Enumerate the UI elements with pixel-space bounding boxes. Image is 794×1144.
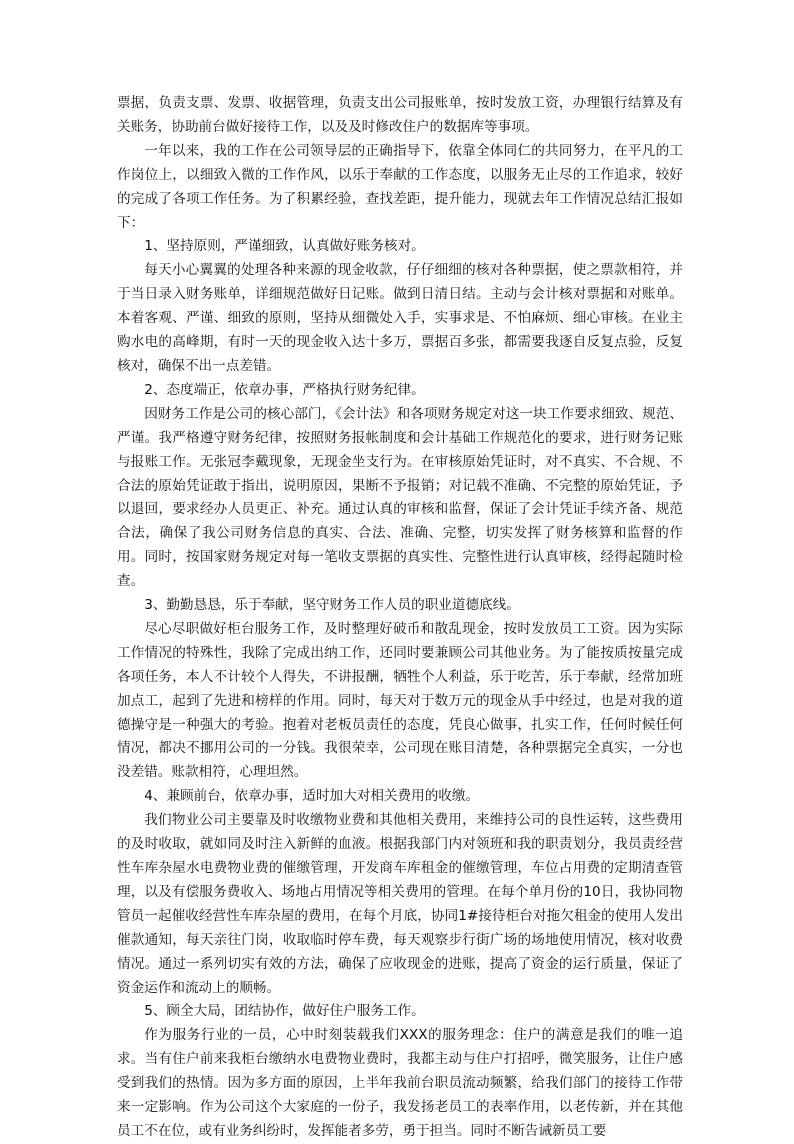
section-heading-2: 2、态度端正，依章办事，严格执行财务纪律。 — [144, 381, 425, 398]
paragraph-section-5: 作为服务行业的一员，心中时刻装载我们XXX的服务理念：住户的满意是我们的唯一追求。当有住户前来我柜台缴纳水电费物业费时，我都主动与住户打招呼，微笑服务，让住户感受到我们的热情。因为多方面的原因，上半年我前台职员流动频繁，给我们部门的接待工作带来一定影响。作为公司这个大家庭的一份子，我发扬老员工的表率作用，以老传新，并在其他员工不在位，或有业务纠纷时，发挥能者多劳，勇于担当。同时不断告诫新员工要 — [117, 1027, 683, 1139]
paragraph-section-1: 每天小心翼翼的处理各种来源的现金收款，仔仔细细的核对各种票据，使之票款相符，并于当日录入财务账单，详细规范做好日记账。做到日清日结。主动与会计核对票据和对账单。本着客观、严谨、细致的原则，坚持从细微处入手，实事求是、不怕麻烦、细心审核。在业主购水电的高峰期，有时一天的现金收入达十多万，票据百多张，都需要我逐自反复点验，反复核对，确保不出一点差错。 — [117, 262, 683, 374]
section-heading-3: 3、勤勤恳恳，乐于奉献，坚守财务工作人员的职业道德底线。 — [144, 597, 520, 614]
paragraph-summary-opening: 一年以来，我的工作在公司领导层的正确指导下，依靠全体同仁的共同努力，在平凡的工作岗位上，以细致入微的工作作风，以乐于奉献的工作态度，以服务无止尽的工作追求，较好的完成了各项工作任务。为了积累经验，查找差距，提升能力，现就去年工作情况总结汇报如下： — [117, 142, 683, 231]
section-heading-1: 1、坚持原则，严谨细致，认真做好账务核对。 — [144, 238, 425, 255]
paragraph-section-2: 因财务工作是公司的核心部门，《会计法》和各项财务规定对这一块工作要求细致、规范、严谨。我严格遵守财务纪律，按照财务报帐制度和会计基础工作规范化的要求，进行财务记账与报账工作。无张冠李戴现象，无现金坐支行为。在审核原始凭证时，对不真实、不合规、不合法的原始凭证敢于指出，说明原因，果断不予报销；对记载不准确、不完整的原始凭证，予以退回，要求经办人员更正、补充。通过认真的审核和监督，保证了会计凭证手续齐备、规范合法，确保了我公司财务信息的真实、合法、准确、完整，切实发挥了财务核算和监督的作用。同时，按国家财务规定对每一笔收支票据的真实性、完整性进行认真审核，经得起随时检查。 — [117, 405, 683, 590]
document-body — [117, 92, 683, 1144]
paragraph-section-4: 我们物业公司主要靠及时收缴物业费和其他相关费用，来维持公司的良性运转，这些费用的及时收取，就如同及时注入新鲜的血液。根据我部门内对领班和我的职责划分，我员责经营性车库杂屋水电费物业费的催缴管理，开发商车库租金的催缴管理，车位占用费的定期清查管理，以及有偿服务费收入、场地占用情况等相关费用的管理。在每个单月份的10日，我协同物管员一起催收经营性车库杂屋的费用，在每个月底，协同1#接待柜台对拖欠租金的使用人发出催款通知，每天亲往门岗，收取临时停车费，每天观察步行街广场的场地使用情况，核对收费情况。通过一系列切实有效的方法，确保了应收现金的进账，提高了资金的运行质量，保证了资金运作和流动上的顺畅。 — [117, 812, 683, 996]
paragraph-section-3: 尽心尽职做好柜台服务工作，及时整理好破币和散乱现金，按时发放员工工资。因为实际工作情况的特殊性，我除了完成出纳工作，还同时要兼顾公司其他业务。为了能按质按量完成各项任务，本人不计较个人得失，不讲报酬，牺牲个人利益，乐于吃苦，乐于奉献，经常加班加点工，起到了先进和榜样的作用。同时，每天对于数万元的现金从手中经过，也是对我的道德操守是一种强大的考验。抱着对老板员责任的态度，凭良心做事，扎实工作，任何时候任何情况，都决不挪用公司的一分钱。我很荣幸，公司现在账目清楚，各种票据完全真实，一分也没差错。账款相符，心理坦然。 — [117, 620, 683, 781]
paragraph-intro-continuation: 票据，负责支票、发票、收据管理，负责支出公司报账单，按时发放工资，办理银行结算及有关账务，协助前台做好接待工作，以及及时修改住户的数据库等事项。 — [117, 95, 683, 135]
section-heading-4: 4、兼顾前台，依章办事，适时加大对相关费用的收缴。 — [144, 788, 480, 805]
section-heading-5: 5、顾全大局，团结协作，做好住户服务工作。 — [144, 1003, 425, 1020]
